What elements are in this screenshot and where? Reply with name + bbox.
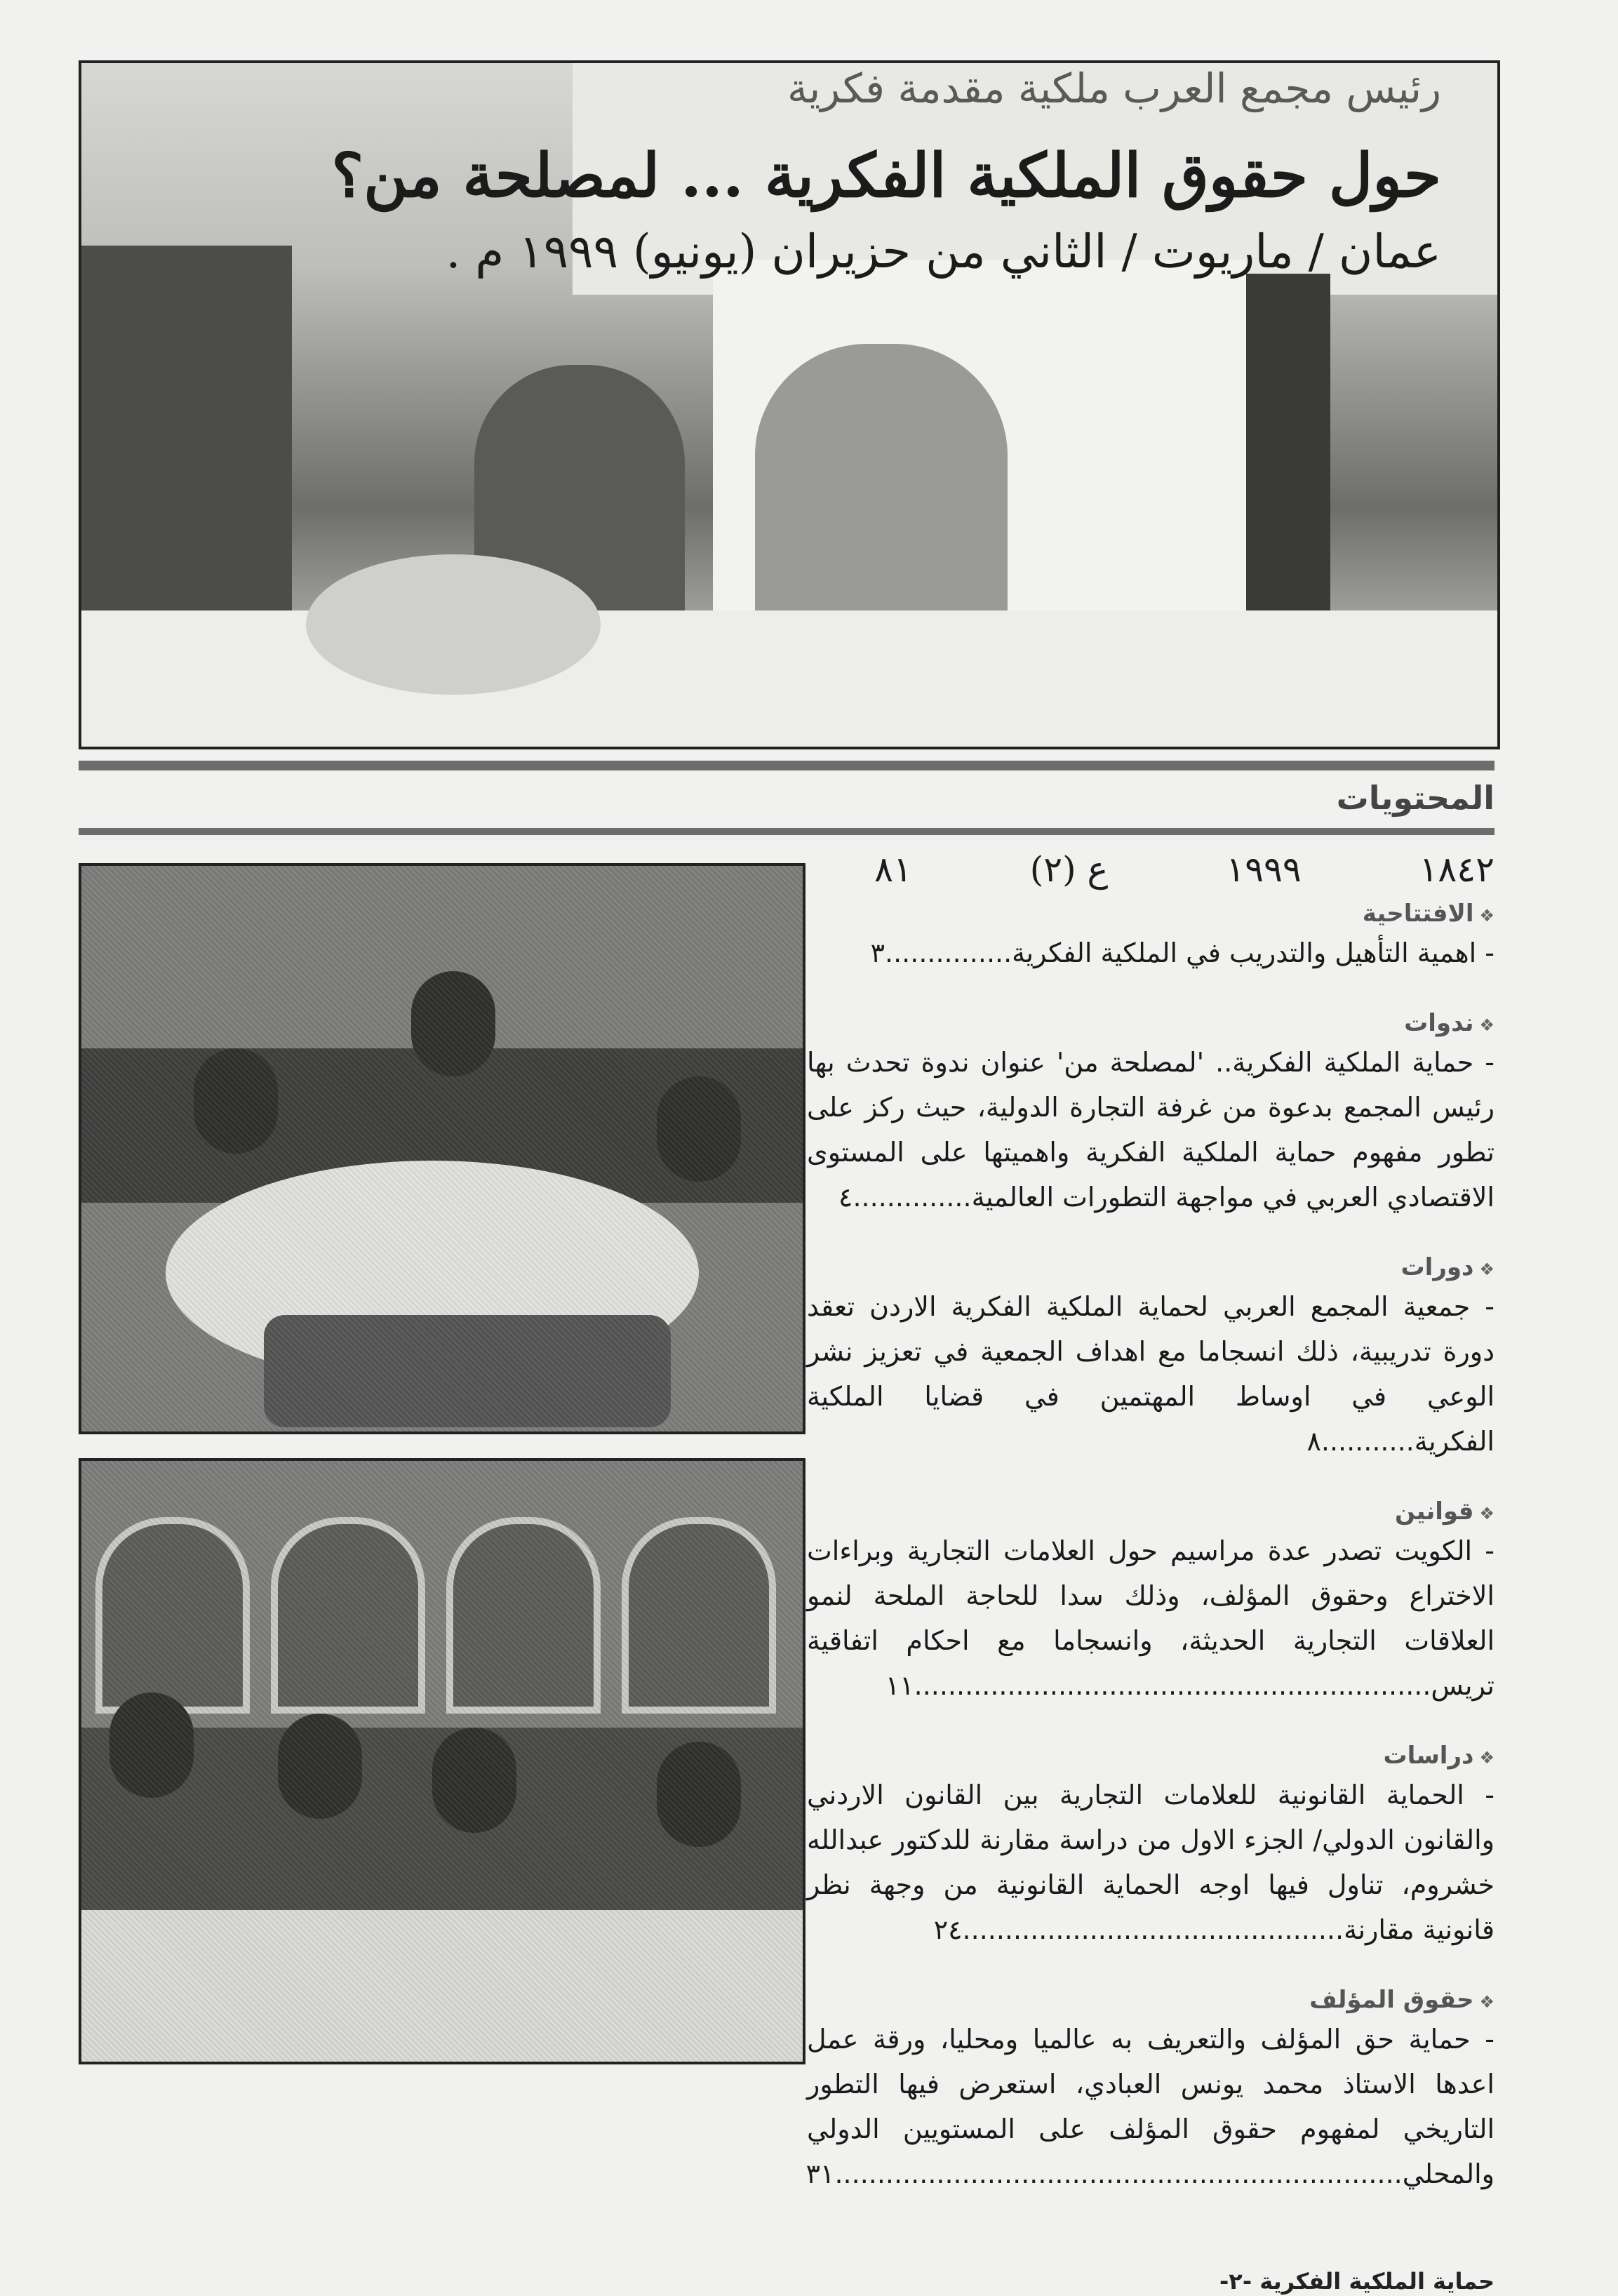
diamond-icon: ❖ (1479, 1992, 1495, 2012)
banner-photo (79, 60, 1500, 749)
banner-title: حول حقوق الملكية الفكرية ... لمصلحة من؟ (331, 140, 1441, 211)
banner-top-line: رئيس مجمع العرب ملكية مقدمة فكرية (787, 65, 1441, 112)
diamond-icon: ❖ (1479, 1504, 1495, 1523)
toc-section (807, 1742, 1495, 1952)
diamond-icon: ❖ (1479, 1748, 1495, 1768)
page-footer: حماية الملكية الفكرية -٢- (1219, 2268, 1495, 2295)
photo-audience (79, 1458, 805, 2064)
toc-section (807, 1253, 1495, 1464)
diamond-icon: ❖ (1479, 1260, 1495, 1279)
toc-section (807, 900, 1495, 975)
flower-arrangement (306, 554, 601, 695)
section-title: دورات (1400, 1253, 1474, 1281)
toc-section (807, 1986, 1495, 2196)
section-body: - الكويت تصدر عدة مراسيم حول العلامات التجارية وبراءات الاختراع وحقوق المؤلف، وذلك سدا للحاجة الملحة لنمو العلاقات التجارية الحديثة، وانسجاما مع احكام اتفاقية تريس.............................................................١١ (807, 1535, 1495, 1701)
divider-bottom (79, 828, 1495, 835)
section-body: - الحماية القانونية للعلامات التجارية بين القانون الاردني والقانون الدولي/ الجزء الاول من دراسة مقارنة للدكتور عبدالله خشروم، تناول فيها اوجه الحماية القانونية من وجهة نظر قانونية مقارنة.............................................٢٤ (807, 1780, 1495, 1945)
diamond-icon: ❖ (1479, 906, 1495, 926)
banner-date: عمان / ماريوت / الثاني من حزيران (يونيو) ١٩٩٩ م . (446, 225, 1441, 279)
ref-year: ١٩٩٩ (1226, 849, 1302, 890)
ref-number: ٨١ (874, 849, 912, 890)
podium-table (81, 610, 1497, 749)
ref-issue: ع (٢) (1029, 849, 1109, 890)
section-title: دراسات (1383, 1742, 1474, 1770)
photo-banquet (79, 863, 805, 1434)
handwritten-reference (769, 849, 1495, 890)
section-body: - اهمية التأهيل والتدريب في الملكية الفكرية...............٣ (870, 937, 1495, 968)
diamond-icon: ❖ (1479, 1015, 1495, 1035)
table-of-contents (807, 893, 1495, 2230)
divider-top (79, 761, 1495, 770)
section-title: حقوق المؤلف (1309, 1986, 1474, 2014)
toc-section (807, 1497, 1495, 1708)
section-title: قوانين (1395, 1497, 1474, 1526)
toc-section (807, 1009, 1495, 1220)
contents-heading: المحتويات (1336, 779, 1495, 817)
speaker-right (755, 344, 1008, 639)
section-body: - حماية الملكية الفكرية.. 'لمصلحة من' عنوان ندوة تحدث بها رئيس المجمع بدعوة من غرفة التجارة الدولية، حيث ركز على تطور مفهوم حماية الملكية الفكرية واهميتها على المستوى الاقتصادي العربي في مواجهة التطورات العالمية..............٤ (807, 1047, 1495, 1213)
ref-serial: ١٨٤٢ (1419, 849, 1495, 890)
section-title: ندوات (1404, 1009, 1474, 1037)
section-title: الافتتاحية (1362, 900, 1474, 928)
section-body: - حماية حق المؤلف والتعريف به عالميا ومحليا، ورقة عمل اعدها الاستاذ محمد يونس العبادي، استعرض فيها التطور التاريخي لمفهوم حقوق المؤلف على المستويين الدولي والمحلي...................................................................٣١ (805, 2024, 1495, 2189)
section-body: - جمعية المجمع العربي لحماية الملكية الفكرية الاردن تعقد دورة تدريبية، ذلك انسجاما مع اهداف الجمعية في تعزيز نشر الوعي في اوساط المهتمين في قضايا الملكية الفكرية...........٨ (807, 1291, 1495, 1457)
